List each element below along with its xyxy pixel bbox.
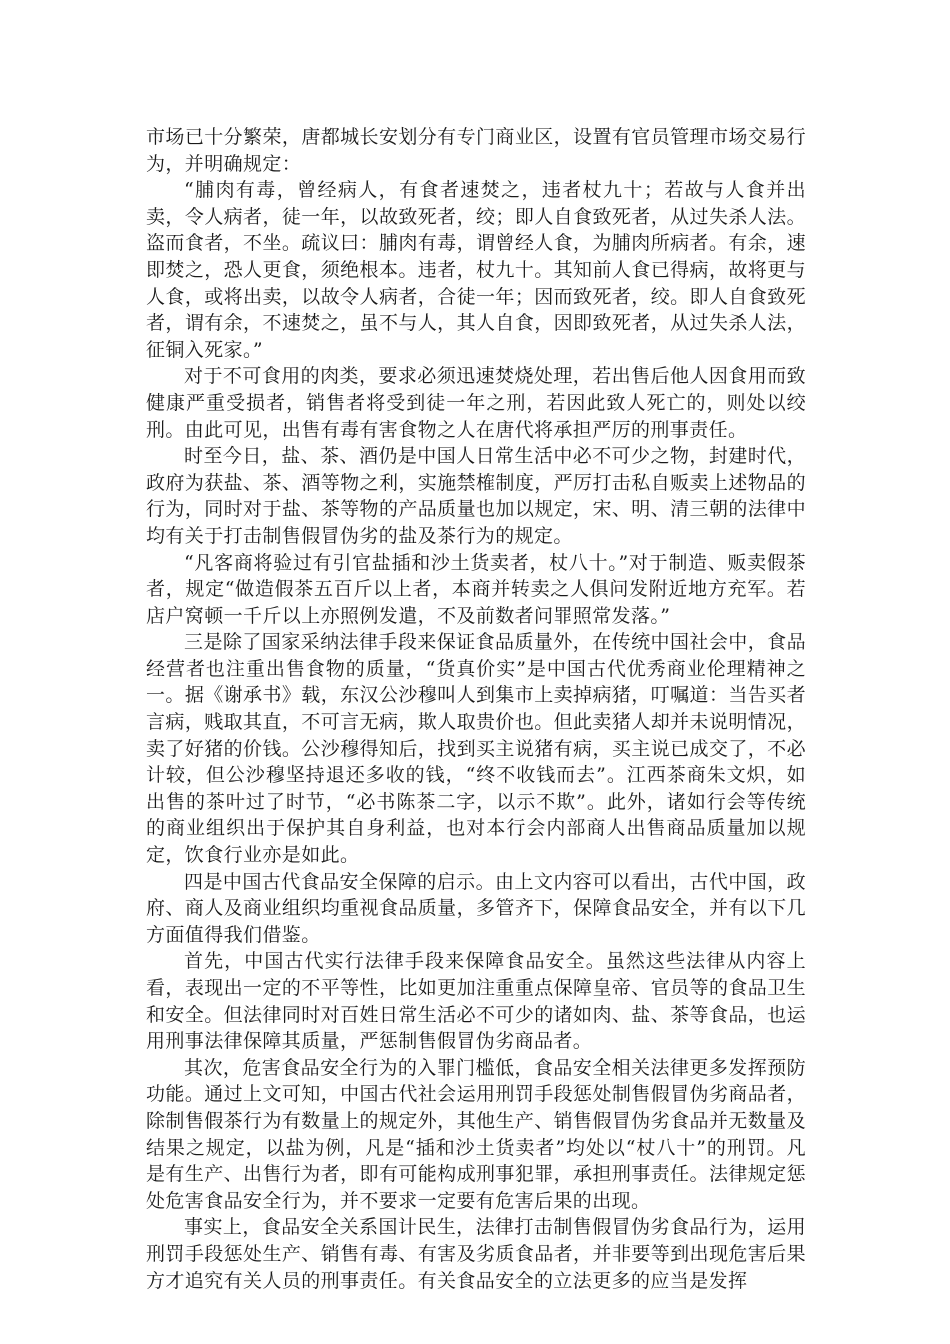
document-body: [146, 124, 806, 1294]
paragraph: 事实上，食品安全关系国计民生，法律打击制售假冒伪劣食品行为，运用刑罚手段惩处生产、销售有毒、有害及劣质食品者，并非要等到出现危害后果方才追究有关人员的刑事责任。有关食品安全的立法更多的应当是发挥: [146, 1216, 806, 1292]
paragraph: 其次，危害食品安全行为的入罪门槛低，食品安全相关法律更多发挥预防功能。通过上文可知，中国古代社会运用刑罚手段惩处制售假冒伪劣商品者，除制售假茶行为有数量上的规定外，其他生产、销售假冒伪劣食品并无数量及结果之规定，以盐为例，凡是“插和沙土货卖者”均处以“杖八十”的刑罚。凡是有生产、出售行为者，即有可能构成刑事犯罪，承担刑事责任。法律规定惩处危害食品安全行为，并不要求一定要有危害后果的出现。: [146, 1056, 806, 1212]
paragraph: 对于不可食用的肉类，要求必须迅速焚烧处理，若出售后他人因食用而致健康严重受损者，销售者将受到徒一年之刑，若因此致人死亡的，则处以绞刑。由此可见，出售有毒有害食物之人在唐代将承担严厉的刑事责任。: [146, 365, 806, 441]
paragraph: 市场已十分繁荣，唐都城长安划分有专门商业区，设置有官员管理市场交易行为，并明确规定：: [146, 126, 806, 175]
paragraph: 三是除了国家采纳法律手段来保证食品质量外，在传统中国社会中，食品经营者也注重出售食物的质量，“货真价实”是中国古代优秀商业伦理精神之一。据《谢承书》载，东汉公沙穆叫人到集市上卖掉病猪，叮嘱道：当告买者言病，贱取其直，不可言无病，欺人取贵价也。但此卖猪人却并未说明情况，卖了好猪的价钱。公沙穆得知后，找到买主说猪有病，买主说已成交了，不必计较，但公沙穆坚持退还多收的钱，“终不收钱而去”。江西茶商朱文炽，如出售的茶叶过了时节，“必书陈茶二字，以示不欺”。此外，诸如行会等传统的商业组织出于保护其自身利益，也对本行会内部商人出售商品质量加以规定，饮食行业亦是如此。: [146, 631, 806, 867]
paragraph: 四是中国古代食品安全保障的启示。由上文内容可以看出，古代中国，政府、商人及商业组织均重视食品质量，多管齐下，保障食品安全，并有以下几方面值得我们借鉴。: [146, 870, 806, 946]
paragraph: “凡客商将验过有引官盐插和沙土货卖者，杖八十。”对于制造、贩卖假茶者，规定“做造假茶五百斤以上者，本商并转卖之人俱问发附近地方充军。若店户窝顿一千斤以上亦照例发遣，不及前数者问罪照常发落。”: [146, 551, 806, 627]
paragraph: 首先，中国古代实行法律手段来保障食品安全。虽然这些法律从内容上看，表现出一定的不平等性，比如更加注重重点保障皇帝、官员等的食品卫生和安全。但法律同时对百姓日常生活必不可少的诸如肉、盐、茶等食品，也运用刑事法律保障其质量，严惩制售假冒伪劣商品者。: [146, 950, 806, 1053]
paragraph: 时至今日，盐、茶、酒仍是中国人日常生活中必不可少之物，封建时代，政府为获盐、茶、酒等物之利，实施禁榷制度，严厉打击私自贩卖上述物品的行为，同时对于盐、茶等物的产品质量也加以规定，宋、明、清三朝的法律中均有关于打击制售假冒伪劣的盐及茶行为的规定。: [146, 445, 806, 547]
paragraph: “脯肉有毒，曾经病人，有食者速焚之，违者杖九十；若故与人食并出卖，令人病者，徒一年，以故致死者，绞；即人自食致死者，从过失杀人法。盗而食者，不坐。疏议曰：脯肉有毒，谓曾经人食，为脯肉所病者。有余，速即焚之，恐人更食，须绝根本。违者，杖九十。其知前人食已得病，故将更与人食，或将出卖，以故令人病者，合徒一年；因而致死者，绞。即人自食致死者，谓有余，不速焚之，虽不与人，其人自食，因即致死者，从过失杀人法，征铜入死家。”: [146, 179, 806, 361]
